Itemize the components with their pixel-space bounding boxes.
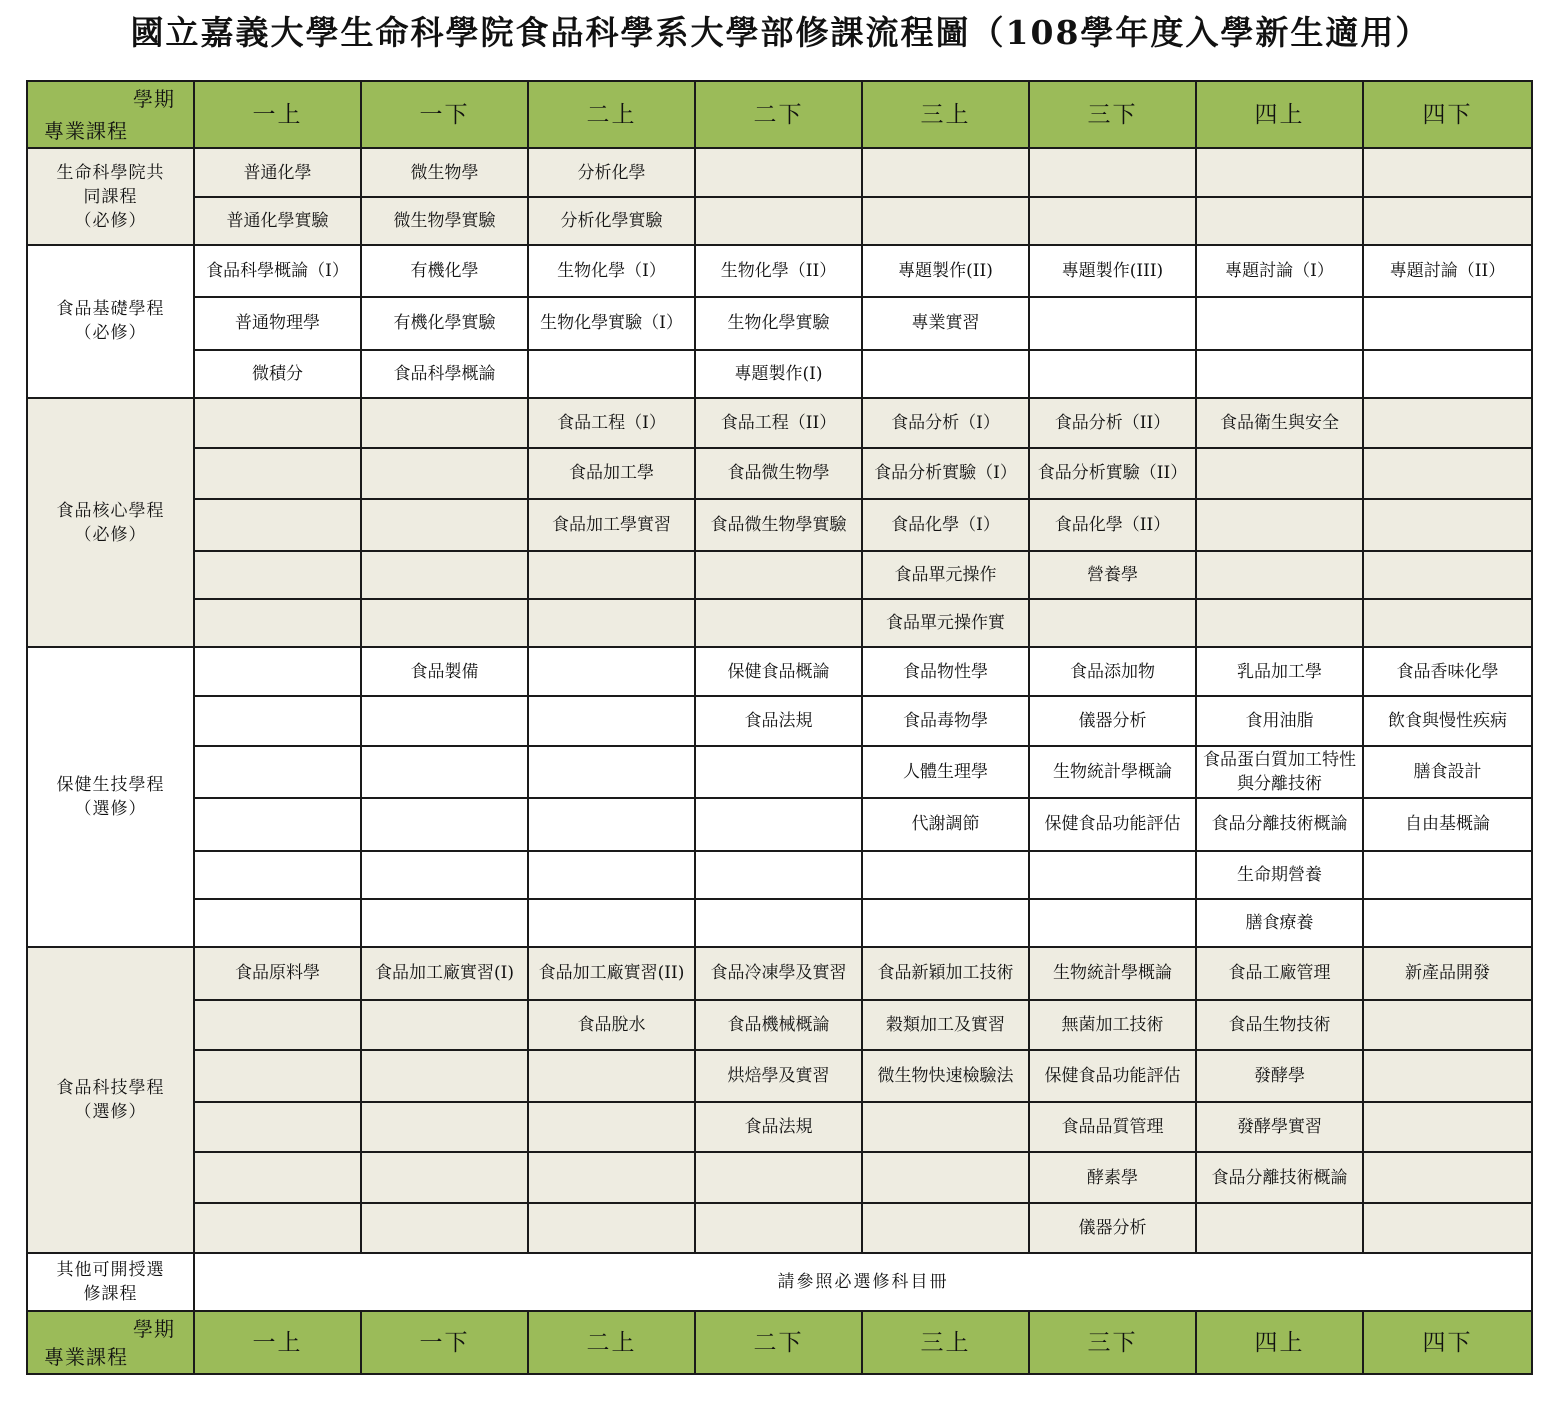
empty-cell	[194, 899, 361, 947]
empty-cell	[1029, 599, 1196, 647]
empty-cell	[361, 599, 528, 647]
header-corner-cell	[27, 1311, 194, 1374]
empty-cell	[194, 647, 361, 695]
course-cell: 食品脫水	[528, 1000, 695, 1050]
course-cell: 代謝調節	[862, 798, 1029, 850]
semester-header-cell: 二上	[528, 1311, 695, 1374]
course-cell: 保健食品功能評估	[1029, 1050, 1196, 1102]
course-cell: 有機化學	[361, 245, 528, 297]
empty-cell	[194, 798, 361, 850]
semester-header-cell: 二下	[695, 1311, 862, 1374]
empty-cell	[1029, 148, 1196, 196]
course-row	[27, 599, 1532, 647]
empty-cell	[361, 1000, 528, 1050]
course-cell: 酵素學	[1029, 1152, 1196, 1202]
course-cell: 分析化學實驗	[528, 197, 695, 245]
program-group-label: 食品科技學程 （選修）	[27, 947, 194, 1253]
empty-cell	[528, 647, 695, 695]
course-cell: 食品物性學	[862, 647, 1029, 695]
course-cell: 食品添加物	[1029, 647, 1196, 695]
course-cell: 普通化學	[194, 148, 361, 196]
course-cell: 專題製作(II)	[862, 245, 1029, 297]
course-cell: 食品生物技術	[1196, 1000, 1363, 1050]
course-row	[27, 696, 1532, 746]
course-cell: 食品製備	[361, 647, 528, 695]
empty-cell	[361, 551, 528, 599]
course-cell: 發酵學實習	[1196, 1102, 1363, 1152]
empty-cell	[695, 551, 862, 599]
course-cell: 專業實習	[862, 297, 1029, 349]
other-courses-label: 其他可開授選 修課程	[27, 1253, 194, 1311]
empty-cell	[695, 599, 862, 647]
empty-cell	[528, 1203, 695, 1253]
empty-cell	[1363, 899, 1532, 947]
program-group-label: 食品核心學程 （必修）	[27, 398, 194, 648]
course-cell: 食品分析實驗（I）	[862, 448, 1029, 498]
empty-cell	[1196, 148, 1363, 196]
header-semester-label: 學期	[133, 87, 175, 111]
course-cell: 食品加工廠實習(I)	[361, 947, 528, 999]
course-cell: 食用油脂	[1196, 696, 1363, 746]
empty-cell	[862, 1203, 1029, 1253]
course-cell: 食品工廠管理	[1196, 947, 1363, 999]
empty-cell	[361, 1203, 528, 1253]
course-cell: 食品法規	[695, 1102, 862, 1152]
empty-cell	[194, 1152, 361, 1202]
semester-header-cell: 一下	[361, 1311, 528, 1374]
semester-header-cell: 二上	[528, 81, 695, 148]
course-row	[27, 398, 1532, 448]
semester-header-cell: 二下	[695, 81, 862, 148]
empty-cell	[695, 148, 862, 196]
course-cell: 食品加工學實習	[528, 499, 695, 551]
course-cell: 保健食品功能評估	[1029, 798, 1196, 850]
course-cell: 微生物學	[361, 148, 528, 196]
empty-cell	[1363, 1102, 1532, 1152]
header-semester-label: 學期	[133, 1317, 175, 1342]
empty-cell	[194, 1203, 361, 1253]
course-cell: 專題製作(III)	[1029, 245, 1196, 297]
empty-cell	[1196, 599, 1363, 647]
program-group-label: 生命科學院共 同課程 （必修）	[27, 148, 194, 245]
course-cell: 食品工程（I）	[528, 398, 695, 448]
empty-cell	[361, 1152, 528, 1202]
empty-cell	[194, 1102, 361, 1152]
course-row	[27, 245, 1532, 297]
header-course-label: 專業課程	[44, 119, 128, 144]
course-cell: 食品新穎加工技術	[862, 947, 1029, 999]
course-cell: 微生物快速檢驗法	[862, 1050, 1029, 1102]
course-cell: 人體生理學	[862, 746, 1029, 798]
empty-cell	[194, 499, 361, 551]
empty-cell	[1196, 197, 1363, 245]
program-group-label: 食品基礎學程 （必修）	[27, 245, 194, 398]
empty-cell	[695, 798, 862, 850]
empty-cell	[528, 551, 695, 599]
course-cell: 生物化學（II）	[695, 245, 862, 297]
semester-header-cell: 四上	[1196, 1311, 1363, 1374]
course-row	[27, 1203, 1532, 1253]
course-cell: 食品單元操作	[862, 551, 1029, 599]
empty-cell	[862, 197, 1029, 245]
course-cell: 食品分離技術概論	[1196, 1152, 1363, 1202]
empty-cell	[1363, 448, 1532, 498]
course-cell: 營養學	[1029, 551, 1196, 599]
course-cell: 專題討論（II）	[1363, 245, 1532, 297]
empty-cell	[194, 599, 361, 647]
empty-cell	[528, 696, 695, 746]
empty-cell	[1363, 148, 1532, 196]
empty-cell	[862, 350, 1029, 398]
course-cell: 食品蛋白質加工特性與分離技術	[1196, 746, 1363, 798]
header-row-top	[27, 81, 1532, 148]
empty-cell	[194, 1000, 361, 1050]
course-row	[27, 851, 1532, 899]
course-row	[27, 1152, 1532, 1202]
empty-cell	[1363, 350, 1532, 398]
course-row	[27, 746, 1532, 798]
empty-cell	[1363, 551, 1532, 599]
empty-cell	[361, 1102, 528, 1152]
semester-header-cell: 三下	[1029, 81, 1196, 148]
empty-cell	[194, 746, 361, 798]
semester-header-cell: 四下	[1363, 81, 1532, 148]
header-course-label: 專業課程	[44, 1345, 128, 1369]
course-cell: 食品機械概論	[695, 1000, 862, 1050]
course-cell: 保健食品概論	[695, 647, 862, 695]
empty-cell	[862, 1152, 1029, 1202]
empty-cell	[695, 1203, 862, 1253]
course-cell: 食品微生物學	[695, 448, 862, 498]
course-cell: 食品工程（II）	[695, 398, 862, 448]
other-courses-row	[27, 1253, 1532, 1311]
course-cell: 生物化學實驗（I）	[528, 297, 695, 349]
empty-cell	[1196, 1203, 1363, 1253]
course-row	[27, 647, 1532, 695]
semester-header-cell: 三上	[862, 81, 1029, 148]
course-cell: 烘焙學及實習	[695, 1050, 862, 1102]
program-group-label: 保健生技學程 （選修）	[27, 647, 194, 947]
course-row	[27, 1050, 1532, 1102]
empty-cell	[528, 899, 695, 947]
course-cell: 食品分析（II）	[1029, 398, 1196, 448]
empty-cell	[695, 197, 862, 245]
course-cell: 專題製作(I)	[695, 350, 862, 398]
empty-cell	[1029, 851, 1196, 899]
empty-cell	[862, 899, 1029, 947]
empty-cell	[361, 851, 528, 899]
course-cell: 儀器分析	[1029, 696, 1196, 746]
course-row	[27, 1102, 1532, 1152]
course-cell: 微積分	[194, 350, 361, 398]
empty-cell	[528, 350, 695, 398]
empty-cell	[361, 499, 528, 551]
course-row	[27, 551, 1532, 599]
course-row	[27, 499, 1532, 551]
empty-cell	[528, 746, 695, 798]
course-row	[27, 899, 1532, 947]
empty-cell	[1029, 297, 1196, 349]
semester-header-cell: 三下	[1029, 1311, 1196, 1374]
empty-cell	[528, 1050, 695, 1102]
course-cell: 食品法規	[695, 696, 862, 746]
empty-cell	[528, 1152, 695, 1202]
course-cell: 生物統計學概論	[1029, 746, 1196, 798]
course-cell: 普通物理學	[194, 297, 361, 349]
course-cell: 食品化學（I）	[862, 499, 1029, 551]
empty-cell	[1363, 1050, 1532, 1102]
course-cell: 食品科學概論（I）	[194, 245, 361, 297]
empty-cell	[1196, 499, 1363, 551]
course-cell: 膳食療養	[1196, 899, 1363, 947]
empty-cell	[528, 798, 695, 850]
course-cell: 乳品加工學	[1196, 647, 1363, 695]
empty-cell	[695, 851, 862, 899]
course-cell: 分析化學	[528, 148, 695, 196]
course-cell: 食品品質管理	[1029, 1102, 1196, 1152]
empty-cell	[695, 746, 862, 798]
course-cell: 無菌加工技術	[1029, 1000, 1196, 1050]
course-row	[27, 297, 1532, 349]
course-row	[27, 1000, 1532, 1050]
empty-cell	[528, 599, 695, 647]
empty-cell	[1363, 297, 1532, 349]
empty-cell	[1196, 551, 1363, 599]
course-cell: 食品毒物學	[862, 696, 1029, 746]
empty-cell	[528, 851, 695, 899]
empty-cell	[862, 148, 1029, 196]
semester-header-cell: 一上	[194, 1311, 361, 1374]
course-cell: 食品科學概論	[361, 350, 528, 398]
course-cell: 食品分析實驗（II）	[1029, 448, 1196, 498]
course-row	[27, 798, 1532, 850]
course-cell: 食品香味化學	[1363, 647, 1532, 695]
empty-cell	[528, 1102, 695, 1152]
course-cell: 食品分離技術概論	[1196, 798, 1363, 850]
course-cell: 膳食設計	[1363, 746, 1532, 798]
empty-cell	[194, 851, 361, 899]
empty-cell	[1363, 1203, 1532, 1253]
semester-header-cell: 四下	[1363, 1311, 1532, 1374]
course-cell: 自由基概論	[1363, 798, 1532, 850]
header-row-bottom	[27, 1311, 1532, 1374]
semester-header-cell: 一下	[361, 81, 528, 148]
course-row	[27, 947, 1532, 999]
course-cell: 食品冷凍學及實習	[695, 947, 862, 999]
empty-cell	[361, 398, 528, 448]
empty-cell	[194, 1050, 361, 1102]
course-cell: 生物統計學概論	[1029, 947, 1196, 999]
empty-cell	[695, 899, 862, 947]
empty-cell	[361, 746, 528, 798]
course-cell: 生命期營養	[1196, 851, 1363, 899]
empty-cell	[361, 798, 528, 850]
empty-cell	[361, 1050, 528, 1102]
empty-cell	[1029, 350, 1196, 398]
empty-cell	[1196, 297, 1363, 349]
empty-cell	[361, 696, 528, 746]
empty-cell	[862, 1102, 1029, 1152]
course-cell: 穀類加工及實習	[862, 1000, 1029, 1050]
empty-cell	[862, 851, 1029, 899]
semester-header-cell: 三上	[862, 1311, 1029, 1374]
empty-cell	[695, 1152, 862, 1202]
empty-cell	[1029, 197, 1196, 245]
course-row	[27, 148, 1532, 196]
course-cell: 食品單元操作實	[862, 599, 1029, 647]
empty-cell	[1363, 499, 1532, 551]
empty-cell	[361, 448, 528, 498]
empty-cell	[361, 899, 528, 947]
empty-cell	[1029, 899, 1196, 947]
course-cell: 專題討論（I）	[1196, 245, 1363, 297]
course-cell: 生物化學實驗	[695, 297, 862, 349]
semester-header-cell: 四上	[1196, 81, 1363, 148]
header-corner-cell	[27, 81, 194, 148]
empty-cell	[194, 551, 361, 599]
page-title: 國立嘉義大學生命科學院食品科學系大學部修課流程圖（108學年度入學新生適用）	[130, 13, 1431, 52]
course-cell: 食品原料學	[194, 947, 361, 999]
course-cell: 食品分析（I）	[862, 398, 1029, 448]
empty-cell	[1196, 350, 1363, 398]
semester-header-cell: 一上	[194, 81, 361, 148]
course-cell: 飲食與慢性疾病	[1363, 696, 1532, 746]
course-cell: 食品微生物學實驗	[695, 499, 862, 551]
course-cell: 儀器分析	[1029, 1203, 1196, 1253]
course-cell: 食品加工學	[528, 448, 695, 498]
course-cell: 有機化學實驗	[361, 297, 528, 349]
course-cell: 發酵學	[1196, 1050, 1363, 1102]
empty-cell	[1363, 851, 1532, 899]
course-row	[27, 350, 1532, 398]
empty-cell	[1363, 1000, 1532, 1050]
course-cell: 食品衛生與安全	[1196, 398, 1363, 448]
empty-cell	[1363, 197, 1532, 245]
course-cell: 微生物學實驗	[361, 197, 528, 245]
empty-cell	[1363, 599, 1532, 647]
other-courses-note: 請參照必選修科目冊	[194, 1253, 1532, 1311]
empty-cell	[1363, 1152, 1532, 1202]
empty-cell	[1196, 448, 1363, 498]
course-cell: 食品加工廠實習(II)	[528, 947, 695, 999]
empty-cell	[194, 696, 361, 746]
course-row	[27, 448, 1532, 498]
curriculum-table	[26, 80, 1533, 1375]
empty-cell	[194, 448, 361, 498]
empty-cell	[1363, 398, 1532, 448]
course-cell: 食品化學（II）	[1029, 499, 1196, 551]
course-cell: 普通化學實驗	[194, 197, 361, 245]
course-cell: 新產品開發	[1363, 947, 1532, 999]
empty-cell	[194, 398, 361, 448]
course-cell: 生物化學（I）	[528, 245, 695, 297]
course-row	[27, 197, 1532, 245]
